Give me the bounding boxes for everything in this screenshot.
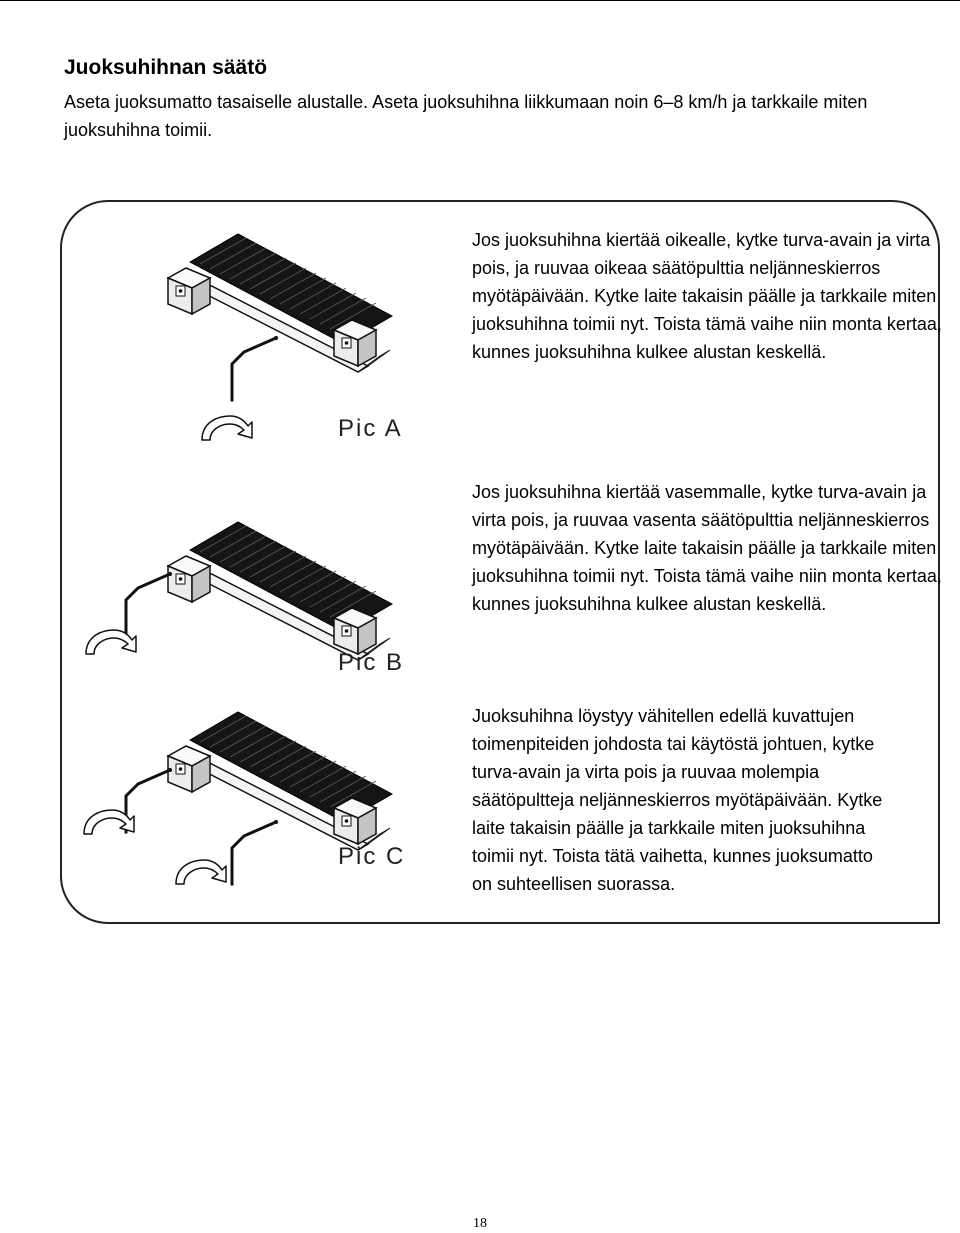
rotate-clockwise-icon-a xyxy=(202,416,252,440)
pic-a-label: Pic A xyxy=(338,415,403,442)
page-number: 18 xyxy=(473,1216,487,1231)
belt-adjustment-illustrations xyxy=(60,200,480,920)
rotate-clockwise-icon-c-right xyxy=(176,860,226,884)
section-heading: Juoksuhihnan säätö xyxy=(64,56,268,79)
hex-key-icon-c-right xyxy=(232,820,278,884)
hex-key-icon-b xyxy=(126,572,172,636)
step-c-text: Juoksuhihna löystyy vähitellen edellä kuvattujen toimenpiteiden johdosta tai käytöstä johtuen, kytke turva-avain ja virta pois ja ruuvaa molempia säätöpultteja neljänneskierros myötäpäivään. Kytke laite takaisin päälle ja tarkkaile miten juoksuhihna toimii nyt. Toista tätä vaihetta, kunnes juoksumatto on suhteellisen suorassa. xyxy=(472,706,883,894)
treadmill-end-a xyxy=(168,234,392,372)
rotate-clockwise-icon-b xyxy=(86,630,136,654)
pic-c-illustration xyxy=(84,712,405,884)
treadmill-end-c xyxy=(168,712,392,850)
pic-b-illustration xyxy=(86,522,404,676)
treadmill-end-b xyxy=(168,522,392,660)
hex-key-icon-a xyxy=(232,336,278,400)
pic-a-illustration xyxy=(168,234,403,442)
pic-c-label: Pic C xyxy=(338,843,406,870)
step-a-text: Jos juoksuhihna kiertää oikealle, kytke turva-avain ja virta pois, ja ruuvaa oikeaa säätöpulttia neljänneskierros myötäpäivään. Kytke laite takaisin päälle ja tarkkaile miten juoksuhihna toimii nyt. Toista tämä vaihe niin monta kertaa, kunnes juoksuhihna kulkee alustan keskellä. xyxy=(472,230,942,362)
top-rule xyxy=(0,0,960,1)
step-b-text: Jos juoksuhihna kiertää vasemmalle, kytke turva-avain ja virta pois, ja ruuvaa vasenta säätöpulttia neljänneskierros myötäpäivään. Kytke laite takaisin päälle ja tarkkaile miten juoksuhihna toimii nyt. Toista tämä vaihe niin monta kertaa, kunnes juoksuhihna kulkee alustan keskellä. xyxy=(472,482,942,614)
intro-paragraph: Aseta juoksumatto tasaiselle alustalle. Aseta juoksuhihna liikkumaan noin 6–8 km/h ja tarkkaile miten juoksuhihna toimii. xyxy=(64,92,868,140)
pic-b-label: Pic B xyxy=(338,649,405,676)
